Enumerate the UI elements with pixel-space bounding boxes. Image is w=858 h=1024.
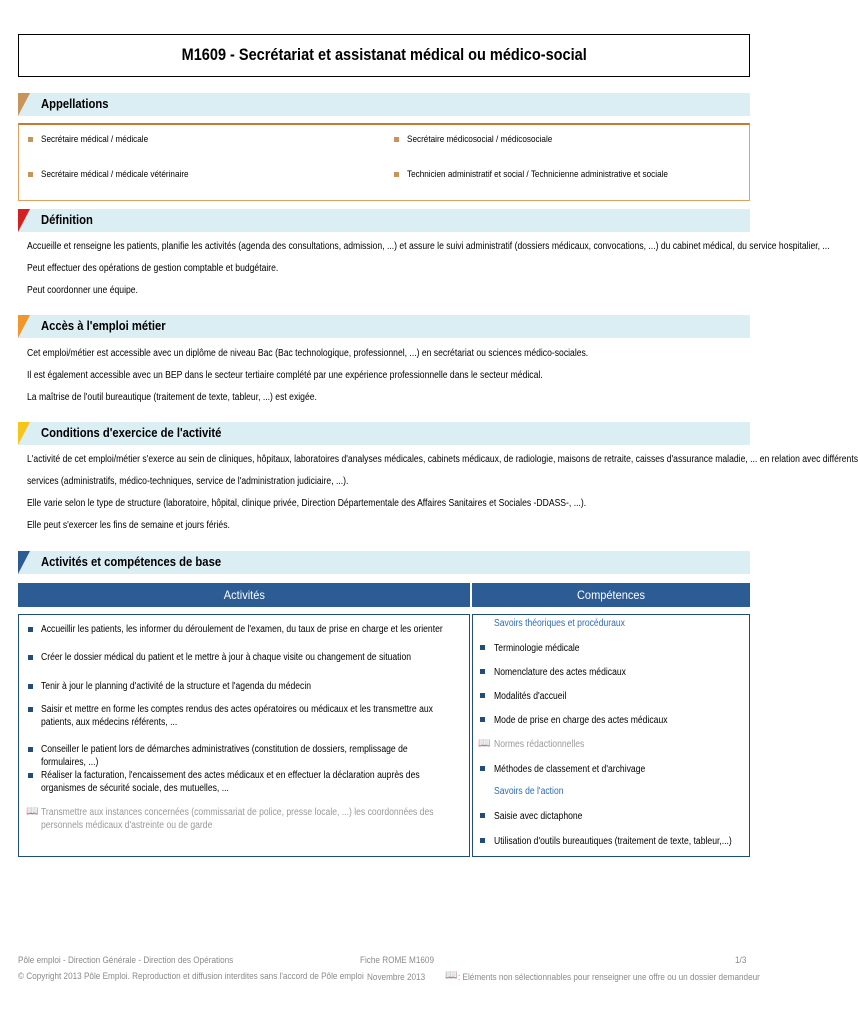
competence-action-item: Utilisation d'outils bureautiques (traitement de texte, tableur,...) bbox=[494, 836, 732, 847]
competence-item: Mode de prise en charge des actes médicaux bbox=[494, 715, 668, 726]
section-header-conditions bbox=[18, 422, 750, 445]
activite-item: Conseiller le patient lors de démarches administratives (constitution de dossiers, remplissage de formulaires, ...) bbox=[41, 744, 408, 768]
competence-item-nonselectable: Normes rédactionnelles bbox=[494, 739, 585, 750]
conditions-line: L'activité de cet emploi/métier s'exerce au sein de cliniques, hôpitaux, laboratoires d'analyses médicales, cabinets médicaux, de radiologie, maisons de retraite, caisses d'assurance maladie, ... en relation avec différents bbox=[27, 454, 858, 465]
competence-item: Terminologie médicale bbox=[494, 643, 580, 654]
bullet-icon bbox=[28, 773, 33, 778]
activite-item: Tenir à jour le planning d'activité de la structure et l'agenda du médecin bbox=[41, 681, 312, 692]
definition-line: Peut coordonner une équipe. bbox=[27, 285, 138, 296]
bullet-icon bbox=[28, 655, 33, 660]
column-header-activites: Activités bbox=[18, 583, 470, 607]
section-marker-icon bbox=[18, 422, 30, 445]
book-icon: 📖 bbox=[26, 806, 39, 817]
activite-item: Réaliser la facturation, l'encaissement des actes médicaux et en effectuer la déclaration auprès des organismes de sécurité sociale, des mutuelles, ... bbox=[41, 770, 420, 794]
definition-line: Peut effectuer des opérations de gestion comptable et budgétaire. bbox=[27, 263, 279, 274]
acces-line: Cet emploi/métier est accessible avec un diplôme de niveau Bac (Bac technologique, professionnel, ...) en secrétariat ou sciences médico-sociales. bbox=[27, 348, 589, 359]
bullet-icon bbox=[480, 693, 485, 698]
competences-column bbox=[472, 614, 750, 857]
competence-item: Méthodes de classement et d'archivage bbox=[494, 764, 646, 775]
bullet-icon bbox=[480, 813, 485, 818]
section-title: Appellations bbox=[41, 97, 109, 111]
conditions-line: Elle varie selon le type de structure (laboratoire, hôpital, clinique privée, Direction Départementale des Affaires Sanitaires et Sociales -DDASS-, ...). bbox=[27, 498, 587, 509]
appellations-box bbox=[18, 123, 750, 201]
savoirs-action-heading: Savoirs de l'action bbox=[494, 786, 564, 797]
competence-item: Modalités d'accueil bbox=[494, 691, 567, 702]
footer-copyright: © Copyright 2013 Pôle Emploi. Reproduction et diffusion interdites sans l'accord de Pôle emploi bbox=[18, 971, 364, 982]
bullet-icon bbox=[28, 684, 33, 689]
bullet-icon bbox=[480, 717, 485, 722]
bullet-icon bbox=[480, 838, 485, 843]
activities-competences-table bbox=[18, 583, 750, 857]
appellation-item: Secrétaire médicosocial / médicosociale bbox=[407, 134, 553, 145]
footer-note: : Eléments non sélectionnables pour renseigner une offre ou un dossier demandeur bbox=[458, 972, 760, 983]
appellation-item: Secrétaire médical / médicale bbox=[41, 134, 149, 145]
section-title: Définition bbox=[41, 213, 93, 227]
section-marker-icon bbox=[18, 93, 30, 116]
section-header-definition bbox=[18, 209, 750, 232]
conditions-line: services (administratifs, médico-techniques, service de l'administration judiciaire, ...). bbox=[27, 476, 349, 487]
section-header-activites bbox=[18, 551, 750, 574]
section-title: Conditions d'exercice de l'activité bbox=[41, 426, 222, 440]
conditions-line: Elle peut s'exercer les fins de semaine et jours fériés. bbox=[27, 520, 230, 531]
column-header-competences: Compétences bbox=[472, 583, 750, 607]
bullet-icon bbox=[394, 172, 399, 177]
activite-item: Accueillir les patients, les informer du déroulement de l'examen, du taux de prise en charge et les orienter bbox=[41, 624, 443, 635]
bullet-icon bbox=[480, 669, 485, 674]
section-marker-icon bbox=[18, 209, 30, 232]
footer-page-number: 1/3 bbox=[735, 955, 747, 966]
bullet-icon bbox=[28, 627, 33, 632]
bullet-icon bbox=[28, 707, 33, 712]
section-marker-icon bbox=[18, 551, 30, 574]
section-header-acces bbox=[18, 315, 750, 338]
bullet-icon bbox=[28, 137, 33, 142]
section-title: Activités et compétences de base bbox=[41, 555, 222, 569]
page-title-box bbox=[18, 34, 750, 77]
definition-line: Accueille et renseigne les patients, planifie les activités (agenda des consultations, admission, ...) et assure le suivi administratif (dossiers médicaux, convocations, ...) du cabinet médical, du service hospitalier, ... bbox=[27, 241, 830, 252]
page-title: M1609 - Secrétariat et assistanat médical ou médico-social bbox=[181, 46, 587, 64]
activite-item: Créer le dossier médical du patient et le mettre à jour à chaque visite ou changement de situation bbox=[41, 652, 412, 663]
book-icon: 📖 bbox=[445, 970, 458, 981]
footer-org: Pôle emploi - Direction Générale - Direction des Opérations bbox=[18, 955, 234, 966]
appellation-item: Technicien administratif et social / Technicienne administrative et sociale bbox=[407, 169, 668, 180]
section-marker-icon bbox=[18, 315, 30, 338]
footer-date: Novembre 2013 bbox=[367, 972, 426, 983]
savoirs-theoriques-heading: Savoirs théoriques et procéduraux bbox=[494, 618, 625, 629]
bullet-icon bbox=[480, 766, 485, 771]
activite-item: Saisir et mettre en forme les comptes rendus des actes opératoires ou médicaux et les transmettre aux patients, aux médecins référents, ... bbox=[41, 704, 433, 728]
section-title: Accès à l'emploi métier bbox=[41, 319, 166, 333]
section-header-appellations bbox=[18, 93, 750, 116]
competence-action-item: Saisie avec dictaphone bbox=[494, 811, 583, 822]
appellation-item: Secrétaire médical / médicale vétérinaire bbox=[41, 169, 189, 180]
bullet-icon bbox=[28, 172, 33, 177]
activite-item-nonselectable: Transmettre aux instances concernées (commissariat de police, presse locale, ...) les coordonnées des personnels médicaux d'astreinte ou de garde bbox=[41, 807, 434, 831]
acces-line: La maîtrise de l'outil bureautique (traitement de texte, tableur, ...) est exigée. bbox=[27, 392, 317, 403]
book-icon: 📖 bbox=[478, 738, 491, 749]
competence-item: Nomenclature des actes médicaux bbox=[494, 667, 626, 678]
bullet-icon bbox=[28, 747, 33, 752]
footer-fiche: Fiche ROME M1609 bbox=[360, 955, 435, 966]
activites-column bbox=[18, 614, 470, 857]
bullet-icon bbox=[480, 645, 485, 650]
bullet-icon bbox=[394, 137, 399, 142]
acces-line: Il est également accessible avec un BEP dans le secteur tertiaire complété par une expérience professionnelle dans le secteur médical. bbox=[27, 370, 543, 381]
